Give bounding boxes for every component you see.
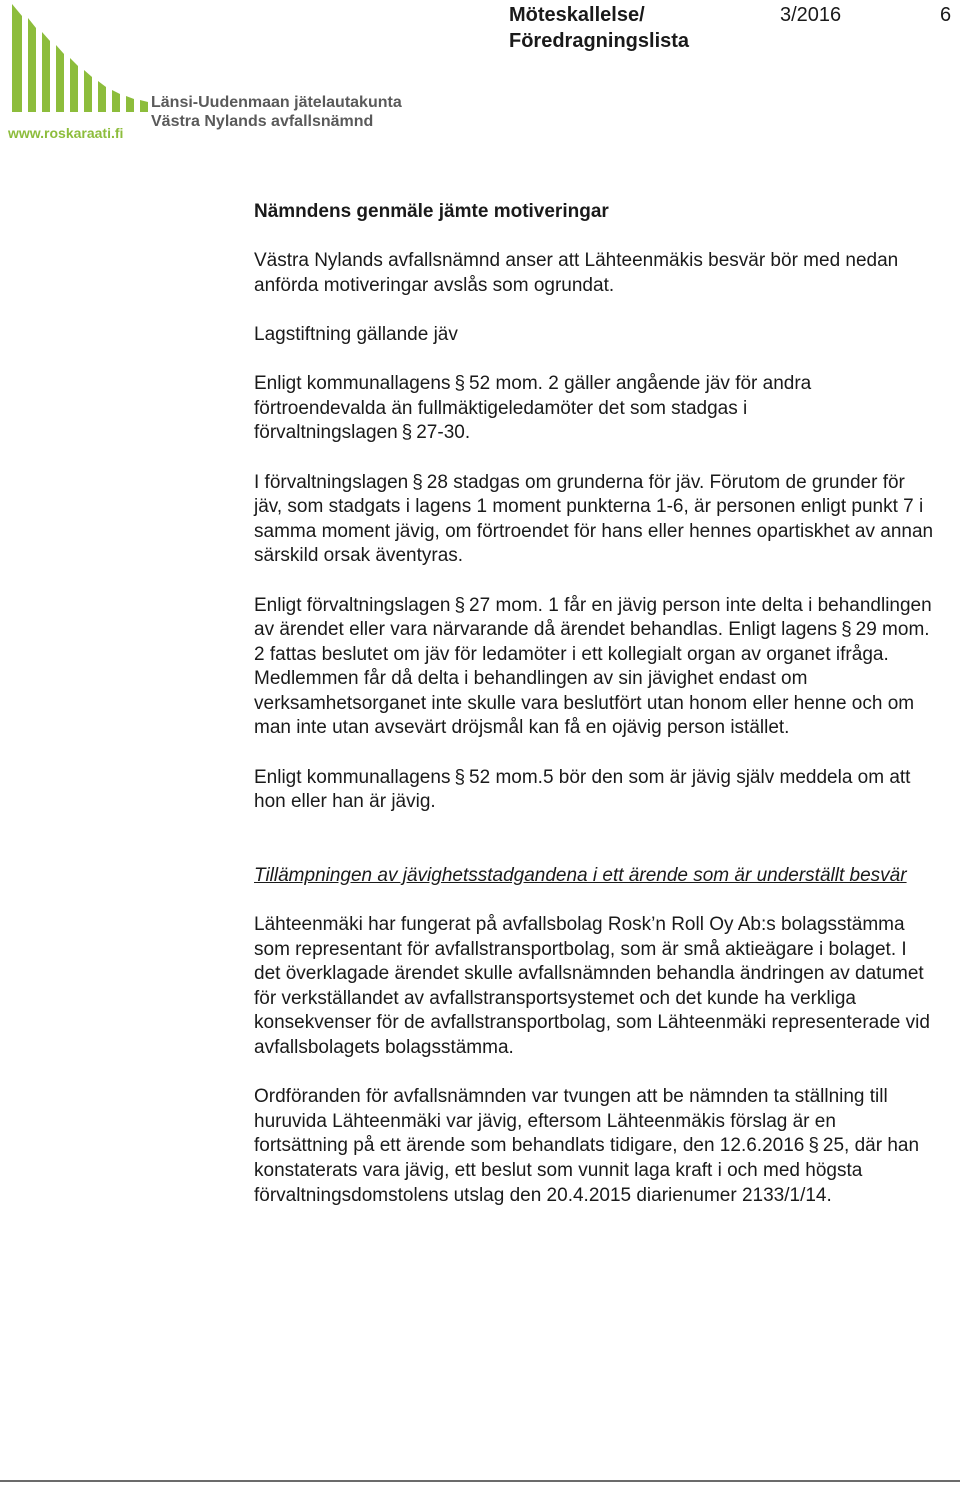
- section-heading: Nämndens genmäle jämte motiveringar: [254, 201, 609, 222]
- paragraph-admin-act-27: Enligt förvaltningslagen § 27 mom. 1 får en jävig person inte delta i behandlingen av ärendet eller vara närvarande då ärendet behandlas. Enligt lagens § 29 mom. 2 fattas beslutet om jäv för ledamöter i ett kollegialt organ av organet ifråga. Medlemmen får då delta i behandlingen av sin jävighet endast om verksamhetsorganet inte skulle vara beslutfört utan honom eller henne och om man inte utan avsevärt dröjsmål kan få en ojävig person istället.: [254, 594, 932, 739]
- issue-number: 3/2016: [780, 4, 842, 26]
- subheading-legislation: Lagstiftning gällande jäv: [254, 323, 458, 345]
- section-symbol: §: [401, 422, 413, 444]
- logo-name-sv: Västra Nylands avfallsnämnd: [151, 113, 374, 130]
- paragraph-municipal-act-52: Enligt kommunallagens § 52 mom.5 bör den som är jävig själv meddela om att hon eller han är jävig.: [254, 766, 911, 813]
- section-symbol: §: [808, 1135, 819, 1157]
- paragraph-admin-act-28: I förvaltningslagen § 28 stadgas om grunderna för jäv. Förutom de grunder för jäv, som stadgats i lagens 1 moment punkterna 1-6, är personen enligt punkt 7 i samma moment jävig, om förtroendet för hans eller hennes opartiskhet av annan särskild orsak äventyras.: [254, 471, 934, 567]
- paragraph-lahteenmaki-role: Lähteenmäki har fungerat på avfallsbolag Rosk’n Roll Oy Ab:s bolagsstämma som representant för avfallstransportbolag, som är små aktieägare i bolaget. I det överklagade ärendet skulle avfallsnämnden behandla ändringen av datumet för verkställandet av avfallstransportsystemet och det kunde ha verkliga konsekvenser för de avfallstransportbolag, som Lähteenmäki representerade vid avfallsbolagets bolagsstämma.: [254, 914, 930, 1058]
- section-symbol: §: [454, 594, 466, 616]
- subheading-application: Tillämpningen av jävighetsstadgandena i ett ärende som är underställt besvär: [254, 864, 907, 886]
- section-symbol: §: [841, 619, 852, 641]
- logo-url: www.roskaraati.fi: [8, 125, 124, 141]
- logo-name-fi: Länsi-Uudenmaan jätelautakunta: [151, 94, 402, 111]
- logo-graphic: [8, 4, 408, 144]
- document-title: [509, 2, 689, 54]
- organization-logo: [8, 4, 408, 144]
- title-line-1: Möteskallelse/: [509, 4, 645, 26]
- section-symbol: §: [454, 766, 466, 788]
- section-symbol: §: [454, 373, 466, 395]
- page-number: 6: [940, 4, 952, 26]
- title-line-2: Föredragningslista: [509, 30, 690, 52]
- page-bottom-rule: [0, 1480, 960, 1482]
- document-body: [254, 200, 934, 1208]
- section-symbol: §: [412, 471, 423, 493]
- paragraph-municipal-act: Enligt kommunallagens § 52 mom. 2 gäller angående jäv för andra förtroendevalda än fullmäktigeledamöter det som stadgas i förvaltningslagen § 27-30.: [254, 373, 812, 444]
- paragraph-chairman: Ordföranden för avfallsnämnden var tvungen att be nämnden ta ställning till huruvida Lähteenmäki var jävig, eftersom Lähteenmäkis förslag är en fortsättning på ett ärende som behandlats tidigare, den 12.6.2016 § 25, där han konstaterats vara jävig, ett beslut som vunnit laga kraft i och med högsta förvaltningsdomstolens utslag den 20.4.2015 diarienumer 2133/1/14.: [254, 1086, 920, 1206]
- intro-paragraph: Västra Nylands avfallsnämnd anser att Lähteenmäkis besvär bör med nedan anförda motiveringar avslås som ogrundat.: [254, 250, 899, 296]
